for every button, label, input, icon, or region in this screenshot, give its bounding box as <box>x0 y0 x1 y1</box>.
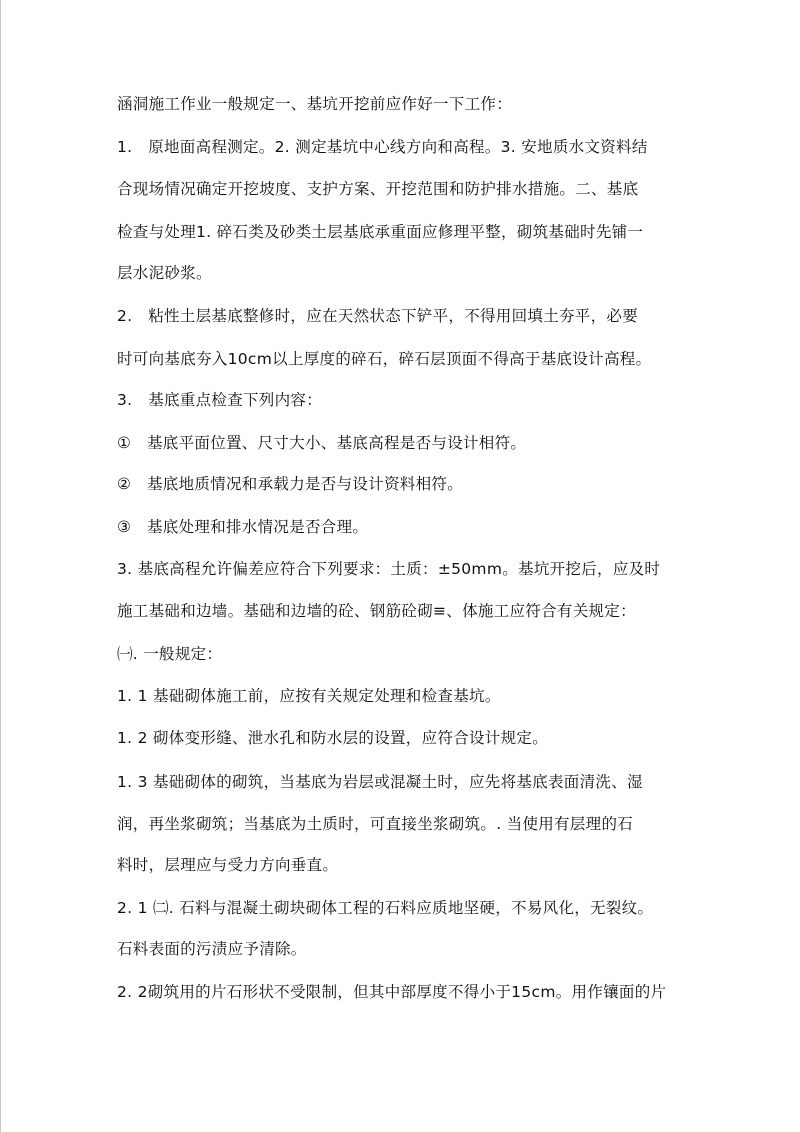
text-line: 2. 2砌筑用的片石形状不受限制，但其中部厚度不得小于15cm。用作镶面的片 <box>117 983 667 1001</box>
text-line: 合现场情况确定开挖坡度、支护方案、开挖范围和防护排水措施。二、基底 <box>117 180 639 198</box>
text-line: 料时，层理应与受力方向垂直。 <box>117 856 339 874</box>
text-line: 1. 原地面高程测定。2. 测定基坑中心线方向和高程。3. 安地质水文资料结 <box>117 138 648 156</box>
section-heading: ㈠. 一般规定： <box>117 645 223 663</box>
text-line: 2. 1 ㈡. 石料与混凝土砌块砌体工程的石料应质地坚硬，不易风化，无裂纹。 <box>117 899 654 917</box>
text-line: 1. 2 砌体变形缝、泄水孔和防水层的设置，应符合设计规定。 <box>117 729 549 747</box>
text-line: 1. 1 基础砌体施工前，应按有关规定处理和检查基坑。 <box>117 687 501 705</box>
text-line: 润，再坐浆砌筑；当基底为土质时，可直接坐浆砌筑。. 当使用有层理的石 <box>117 815 634 833</box>
text-line: 3. 基底重点检查下列内容： <box>117 391 322 409</box>
text-line: 涵洞施工作业一般规定一、基坑开挖前应作好一下工作： <box>117 95 513 113</box>
text-line: 石料表面的污渍应予清除。 <box>117 940 307 958</box>
text-line: 2. 粘性土层基底整修时，应在天然状态下铲平，不得用回填土夯平，必要 <box>117 307 638 325</box>
list-item: ③ 基底处理和排水情况是否合理。 <box>117 518 369 536</box>
text-line: 3. 基底高程允许偏差应符合下列要求：土质：±50mm。基坑开挖后，应及时 <box>117 560 661 578</box>
text-line: 施工基础和边墙。基础和边墙的砼、钢筋砼砌≡、体施工应符合有关规定： <box>117 602 636 620</box>
text-line: 层水泥砂浆。 <box>117 264 212 282</box>
page-left-border <box>0 0 1 1132</box>
text-line: 时可向基底夯入10cm以上厚度的碎石，碎石层顶面不得高于基底设计高程。 <box>117 350 652 368</box>
list-item: ② 基底地质情况和承载力是否与设计资料相符。 <box>117 475 463 493</box>
text-line: 检查与处理1. 碎石类及砂类土层基底承重面应修理平整，砌筑基础时先铺一 <box>117 223 644 241</box>
text-line: 1. 3 基础砌体的砌筑，当基底为岩层或混凝土时，应先将基底表面清洗、湿 <box>117 773 643 791</box>
list-item: ① 基底平面位置、尺寸大小、基底高程是否与设计相符。 <box>117 434 527 452</box>
